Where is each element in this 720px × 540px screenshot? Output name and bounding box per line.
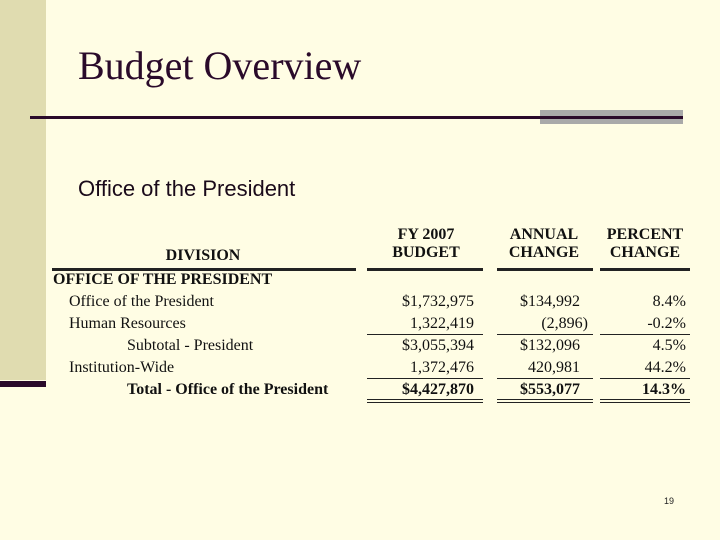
row-budget: 1,372,476 xyxy=(410,359,474,376)
row-change: $132,096 xyxy=(520,337,580,354)
row-label: Office of the President xyxy=(69,293,214,310)
row-label: Subtotal - President xyxy=(127,337,254,354)
header-rule-budget xyxy=(367,268,483,271)
row-percent: 8.4% xyxy=(652,293,686,310)
header-annual-line2: CHANGE xyxy=(508,244,580,261)
header-percent-change xyxy=(600,226,690,262)
row-budget: $1,732,975 xyxy=(402,293,474,310)
double-rule-change xyxy=(497,399,593,400)
total-percent: 14.3% xyxy=(642,381,686,398)
double-rule-budget-2 xyxy=(367,402,483,403)
row-budget: 1,322,419 xyxy=(410,315,474,332)
page-number: 19 xyxy=(664,496,675,506)
row-percent: 44.2% xyxy=(644,359,686,376)
header-fy2007-line2: BUDGET xyxy=(392,244,460,261)
header-percent-line1: PERCENT xyxy=(606,226,684,243)
header-division: DIVISION xyxy=(165,247,241,264)
double-rule-change-2 xyxy=(497,402,593,403)
row-percent: -0.2% xyxy=(647,315,686,332)
row-label: Human Resources xyxy=(69,315,186,332)
row-change: $134,992 xyxy=(520,293,580,310)
slide-subtitle: Office of the President xyxy=(78,176,296,201)
double-rule-percent xyxy=(600,399,690,400)
header-fy2007-line1: FY 2007 xyxy=(397,226,455,243)
double-rule-percent-2 xyxy=(600,402,690,403)
section-label: OFFICE OF THE PRESIDENT xyxy=(53,271,273,288)
slide-title: Budget Overview xyxy=(78,43,362,88)
row-percent: 4.5% xyxy=(652,337,686,354)
row-budget: $3,055,394 xyxy=(402,337,474,354)
header-annual-change xyxy=(496,226,592,262)
total-change: $553,077 xyxy=(520,381,580,398)
header-rule-percent xyxy=(600,268,690,271)
total-label: Total - Office of the President xyxy=(127,381,329,398)
header-fy2007 xyxy=(370,226,482,262)
header-annual-line1: ANNUAL xyxy=(509,226,579,243)
header-rule-change xyxy=(497,268,593,271)
total-budget: $4,427,870 xyxy=(402,381,474,398)
row-label: Institution-Wide xyxy=(69,359,175,376)
row-change: (2,896) xyxy=(541,315,588,332)
header-percent-line2: CHANGE xyxy=(609,244,681,261)
row-change: 420,981 xyxy=(528,359,580,376)
double-rule-budget xyxy=(367,399,483,400)
